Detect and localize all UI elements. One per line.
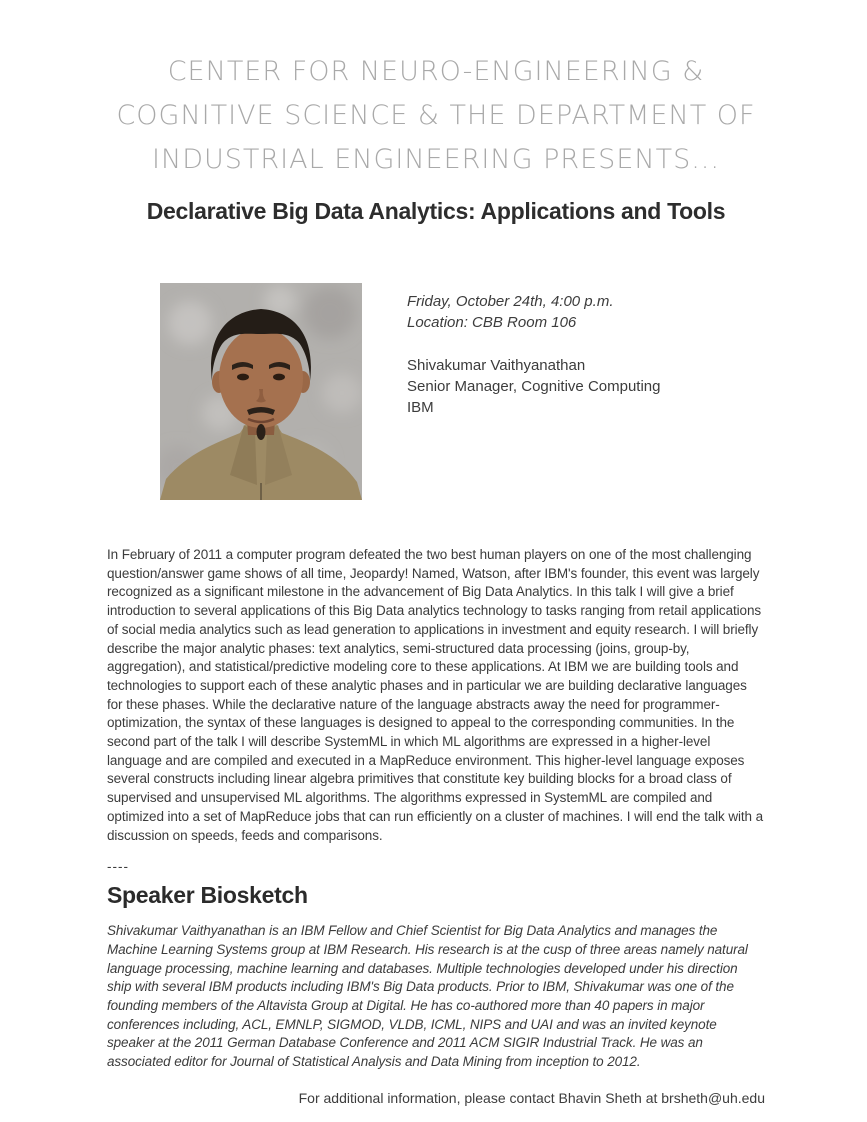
speaker-name: Shivakumar Vaithyanathan — [407, 357, 586, 374]
speaker-info-section — [160, 283, 765, 500]
talk-title: Declarative Big Data Analytics: Applications and Tools — [146, 198, 726, 224]
biosketch-heading: Speaker Biosketch — [107, 881, 308, 908]
masthead-line-3: INDUSTRIAL ENGINEERING PRESENTS... — [152, 144, 720, 175]
contact-info: For additional information, please contact Bhavin Sheth at brsheth@uh.edu — [298, 1089, 765, 1106]
biosketch-body: Shivakumar Vaithyanathan is an IBM Fellow and Chief Scientist for Big Data Analytics and manages the Machine Learning Systems group at IBM Research. His research is at the cusp of three areas namely natural language processing, machine learning and databases. Multiple technologies developed under his direction ship with several IBM products including IBM's Big Data products. Prior to IBM, Shivakumar was one of the founding members of the Altavista Group at Digital. He has co-authored more than 40 papers in major conferences including, ACL, EMNLP, SIGMOD, VLDB, ICML, NIPS and UAI and was an invited keynote speaker at the 2011 German Database Conference and 2011 ACM SIGIR Industrial Track. He was an associated editor for Journal of Statistical Analysis and Data Mining from inception to 2012. — [107, 923, 748, 1070]
event-datetime: Friday, October 24th, 4:00 p.m. — [407, 293, 614, 310]
event-details — [407, 283, 660, 418]
talk-abstract: In February of 2011 a computer program defeated the two best human players on one of the most challenging question/answer game shows of all time, Jeopardy! Named, Watson, after IBM's founder, this event was largely recognized as a significant milestone in the advancement of Big Data Analytics. In this talk I will give a brief introduction to several applications of this Big Data analytics technology to tasks ranging from retail applications of social media analytics such as lead generation to applications in investment and equity research. I will briefly describe the major analytic phases: text analytics, semi-structured data processing (joins, group-by, aggregation), and statistical/predictive modeling core to these applications. At IBM we are building tools and technologies to support each of these analytic phases and in particular we are building declarative languages for these phases. While the declarative nature of the language abstracts away the need for programmer-optimization, the syntax of these languages is designed to appeal to the corresponding communities. In the second part of the talk I will describe SystemML in which ML algorithms are expressed in a higher-level language and are compiled and executed in a MapReduce environment. This higher-level language exposes several constructs including linear algebra primitives that constitute key building blocks for a broad class of supervised and unsupervised ML algorithms. The algorithms expressed in SystemML are compiled and optimized into a set of MapReduce jobs that can run efficiently on a cluster of machines. I will end the talk with a discussion on speeds, feeds and comparisons. — [107, 547, 764, 843]
dash-divider: ---- — [107, 858, 129, 874]
speaker-organization: IBM — [407, 399, 434, 416]
speaker-portrait-illustration — [160, 283, 362, 500]
masthead-line-1: CENTER FOR NEURO-ENGINEERING & — [167, 56, 705, 87]
masthead-line-2: COGNITIVE SCIENCE & THE DEPARTMENT OF — [116, 100, 756, 131]
event-when-where — [407, 291, 660, 333]
speaker-photo — [160, 283, 362, 500]
speaker-role: Senior Manager, Cognitive Computing — [407, 378, 661, 395]
presenting-organizations-header — [107, 50, 765, 182]
event-location: Location: CBB Room 106 — [407, 314, 577, 331]
